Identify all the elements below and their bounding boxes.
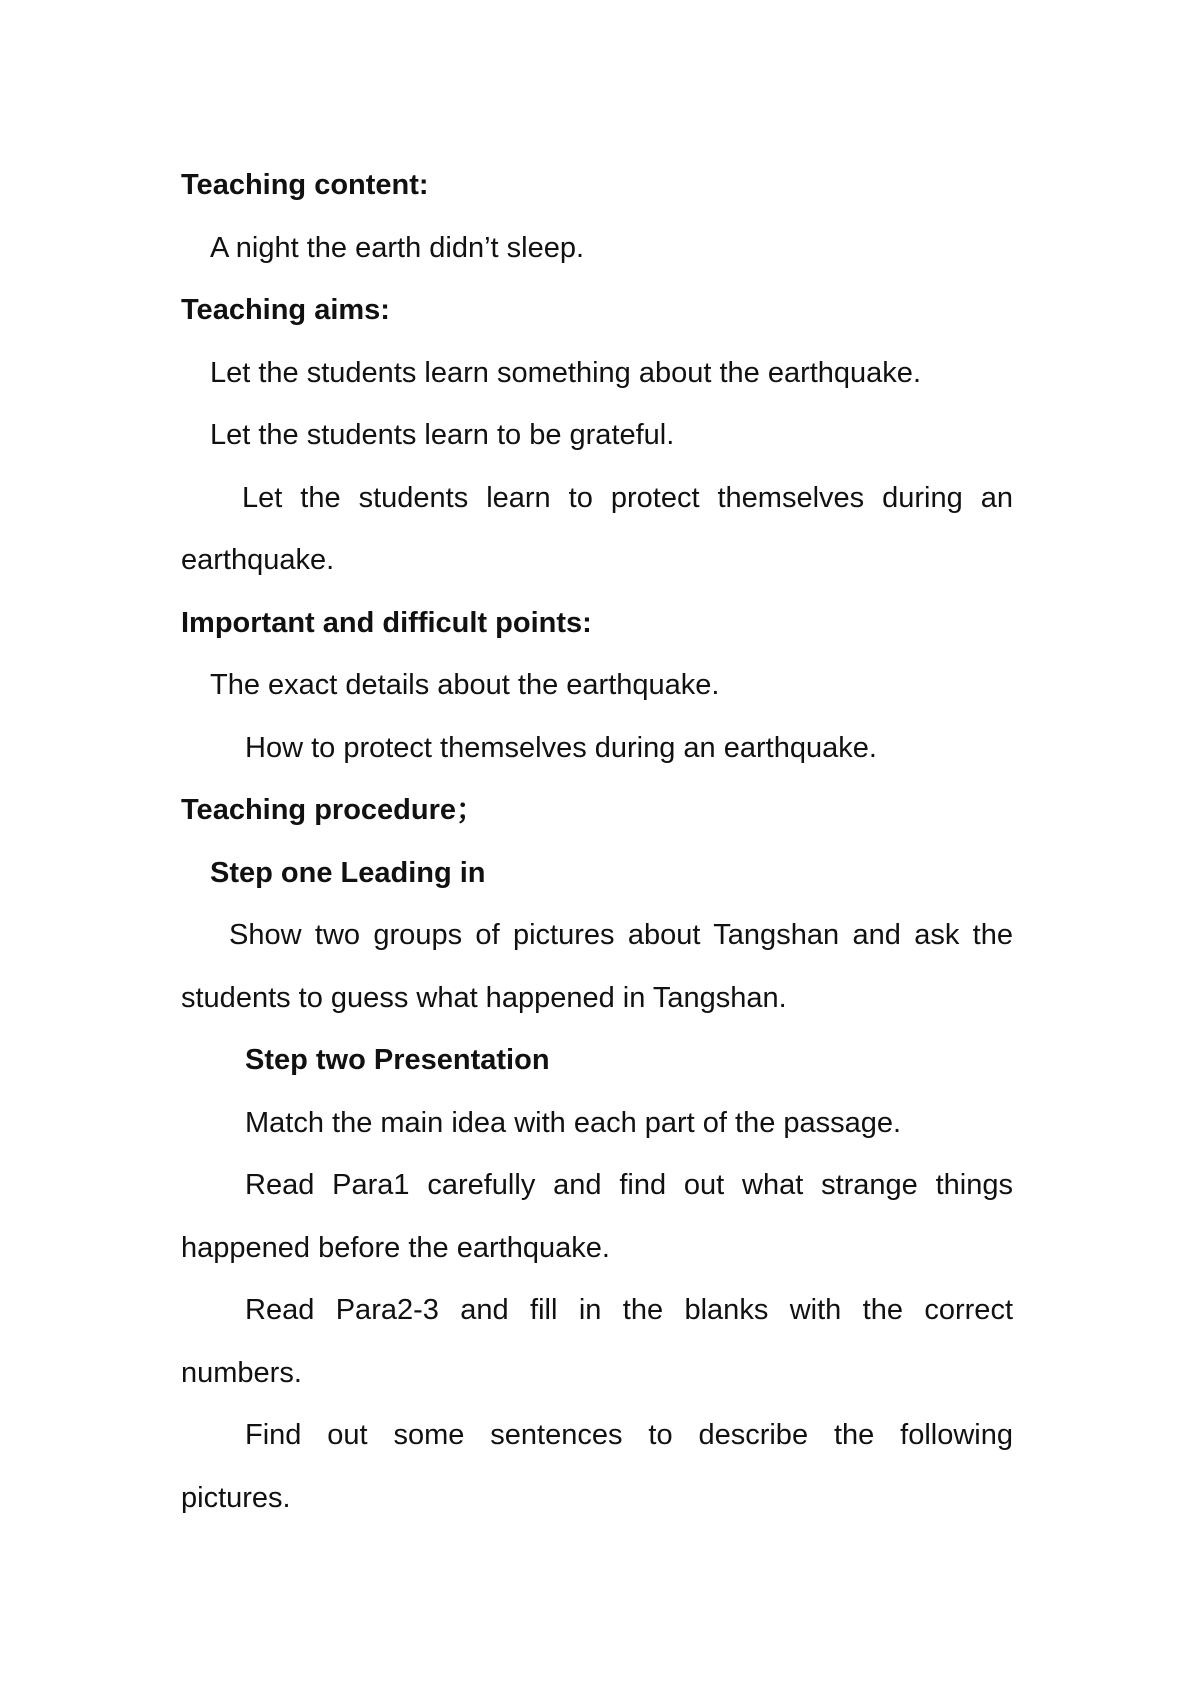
step-two-activity-2-line-2: happened before the earthquake.	[181, 1232, 610, 1264]
step-two-activity-1: Match the main idea with each part of the passage.	[245, 1107, 902, 1139]
teaching-aim-3-line-1: Let the students learn to protect themselves during an	[242, 482, 1013, 514]
step-one-text-line-1: Show two groups of pictures about Tangshan and ask the	[229, 919, 1013, 951]
teaching-aim-3-line-2: earthquake.	[181, 544, 335, 576]
important-points-heading: Important and difficult points:	[181, 607, 592, 639]
step-two-heading: Step two Presentation	[245, 1044, 550, 1076]
important-point-2: How to protect themselves during an earthquake.	[245, 732, 877, 764]
step-two-activity-2-line-1: Read Para1 carefully and find out what strange things	[245, 1169, 1013, 1201]
important-point-1: The exact details about the earthquake.	[210, 669, 720, 701]
teaching-aims-heading: Teaching aims:	[181, 294, 390, 326]
teaching-aim-2: Let the students learn to be grateful.	[210, 419, 675, 451]
step-one-text-line-2: students to guess what happened in Tangshan.	[181, 982, 787, 1014]
step-two-activity-4-line-1: Find out some sentences to describe the following	[245, 1419, 1013, 1451]
teaching-procedure-heading: Teaching procedure；	[181, 794, 486, 826]
step-two-activity-3-line-2: numbers.	[181, 1357, 302, 1389]
step-two-activity-3-line-1: Read Para2-3 and fill in the blanks with the correct	[245, 1294, 1013, 1326]
step-one-heading: Step one Leading in	[210, 857, 486, 889]
teaching-aim-1: Let the students learn something about the earthquake.	[210, 357, 921, 389]
teaching-content-text: A night the earth didn’t sleep.	[210, 232, 585, 264]
step-two-activity-4-line-2: pictures.	[181, 1482, 291, 1514]
teaching-content-heading: Teaching content:	[181, 169, 429, 201]
